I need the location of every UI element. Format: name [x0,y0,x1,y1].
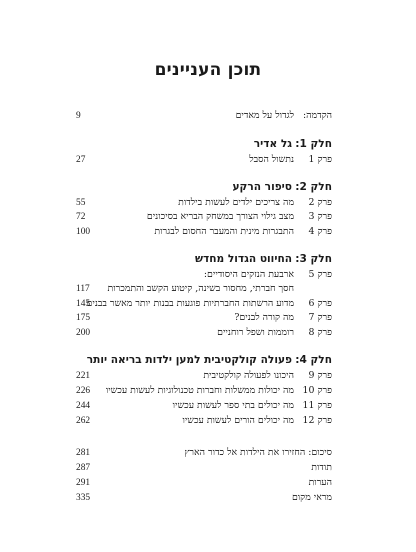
page-number: 287 [76,463,91,473]
toc-entry-acknowledgments [76,461,332,475]
part-title: פעולה קולקטיבית למען ילדות בריאה יותר [86,354,292,366]
chapter-label: פרק 8 [308,327,332,338]
page-number: 55 [76,198,86,208]
chapter-title: ארבעת הנזקים היסודיים: [203,269,294,280]
toc-entry [76,326,332,340]
toc-entry [84,268,332,282]
page-number: 221 [76,371,91,381]
chapter-label: פרק 10 [302,385,332,396]
page-number: 9 [76,111,81,121]
part-label: חלק 1: [295,138,332,150]
page-number: 262 [76,416,91,426]
page-number: 145 [76,299,91,309]
chapter-title: רוממות ושפל רוחניים [217,327,294,338]
chapter-title: נתשול הסבל [249,154,294,165]
toc-entry-intro [76,109,332,123]
toc-entry [76,414,332,428]
toc-entry [76,196,332,210]
toc-entry-summary [76,446,332,460]
toc-entry [76,311,332,325]
page-number: 281 [76,448,91,458]
page-title: תוכן העניינים [154,60,262,80]
part-heading [84,135,332,153]
part-heading [84,351,332,369]
references-title: מראי מקום [291,492,332,503]
notes-title: הערות [308,477,332,488]
part-title: גל אדיר [253,138,292,150]
chapter-label: פרק 6 [308,298,332,309]
chapter-label: פרק 12 [302,415,332,426]
toc-entry [76,384,332,398]
toc-entry-references [76,491,332,505]
chapter-label: פרק 3 [308,211,332,222]
part-title: סיפור הרקע [232,181,292,193]
page-number: 335 [76,493,91,503]
part-heading [84,178,332,196]
page-number: 117 [76,284,90,294]
chapter-title: היכונו לפעולה קולקטיבית [203,370,294,381]
chapter-label: פרק 9 [308,370,332,381]
part-heading [84,250,332,268]
page-number: 175 [76,313,91,323]
toc-entry [76,297,332,311]
chapter-label: פרק 1 [308,154,332,165]
chapter-label: פרק 11 [302,400,332,411]
chapter-title: התבגרות מינית והמעבר החסום לבגרות [154,226,294,237]
part-label: חלק 4: [295,354,332,366]
chapter-label: פרק 5 [308,269,332,280]
chapter-label: פרק 2 [308,197,332,208]
part-label: חלק 2: [295,181,332,193]
toc-entry [76,153,332,167]
intro-label: הקדמה: [302,110,332,121]
chapter-title: מה יכולים בתי ספר לעשות עכשיו [172,400,294,411]
intro-title: לגדול על מאדים [235,110,294,121]
toc-entry [76,225,332,239]
toc-entry [76,399,332,413]
chapter-title: מה קורה לבנים? [234,312,294,323]
page-number: 100 [76,227,91,237]
toc-entry [76,369,332,383]
page-number: 291 [76,478,91,488]
toc-entry-continued [76,282,332,296]
toc-entry [76,210,332,224]
page-number: 226 [76,386,91,396]
part-title: החיווט הגדול מחדש [194,253,292,265]
chapter-title: מצב גילוי הצורך במשחק הבריא בסיכונים [146,211,294,222]
chapter-title: מה צריכים ילדים לעשות בילדות [178,197,294,208]
chapter-label: פרק 7 [308,312,332,323]
summary-title: סיכום: החזירו את הילדות אל כדור הארץ [184,447,332,458]
page-number: 27 [76,155,86,165]
chapter-title: מה יכולות ממשלות וחברות טכנולוגיות לעשות עכשיו [105,385,294,396]
chapter-label: פרק 4 [308,226,332,237]
chapter-title: מה יכולים הורים לעשות עכשיו [182,415,294,426]
chapter-title: מדוע הרשתות החברתיות פוגעות בבנות יותר מאשר בבנים [86,298,294,309]
page-number: 244 [76,401,91,411]
page-number: 72 [76,212,86,222]
page-number: 200 [76,328,91,338]
part-label: חלק 3: [295,253,332,265]
acknowledgments-title: תודות [311,462,332,473]
chapter-title: חסך חברתי, מחסור בשינה, קיטוע הקשב והתמכרות [107,283,294,294]
toc-entry-notes [76,476,332,490]
